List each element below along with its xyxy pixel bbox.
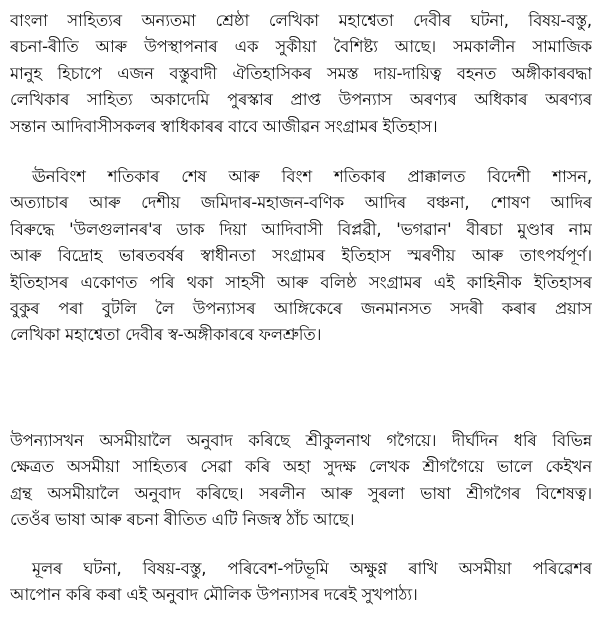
text-line: ৰচনা-ৰীতি আৰু উপস্থাপনাৰ এক সুকীয়া বৈশিষ্ট্য আছে। সমকালীন সামাজিক: [10, 37, 592, 57]
text-line: আৰু বিদ্ৰোহ ভাৰতবৰ্ষৰ স্বাধীনতা সংগ্ৰামৰ ইতিহাস স্মৰণীয় আৰু তাৎপৰ্যপূৰ্ণ।: [10, 246, 592, 266]
text-line: মূলৰ ঘটনা, বিষয়-বস্তু, পৰিবেশ-পটভূমি অক্ষুণ্ণ ৰাখি অসমীয়া পৰিৱেশৰ: [32, 559, 592, 578]
text-line: ইতিহাসৰ একোণত পৰি থকা সাহসী আৰু বলিষ্ঠ সংগ্ৰামৰ এই কাহিনীক ইতিহাসৰ: [10, 272, 592, 292]
text-line: ঊনবিংশ শতিকাৰ শেষ আৰু বিংশ শতিকাৰ প্ৰাক্কালত বিদেশী শাসন,: [32, 167, 592, 186]
text-line: বুকুৰ পৰা বুটলি লৈ উপন্যাসৰ আঙ্গিকেৰে জনমানসত সদৰী কৰাৰ প্ৰয়াস: [10, 298, 592, 318]
paragraph-2: [10, 164, 592, 349]
text-line: বিৰুদ্ধে 'উলগুলানৰ'ৰ ডাক দিয়া আদিবাসী বিপ্লৱী, 'ভগৱান' বীৰচা মুণ্ডাৰ নাম: [10, 219, 592, 239]
text-line: উপন্যাসখন অসমীয়ালৈ অনুবাদ কৰিছে শ্ৰীকুলনাথ গগৈয়ে। দীৰ্ঘদিন ধৰি বিভিন্ন: [10, 431, 592, 450]
text-line: গ্ৰন্থ অসমীয়ালৈ অনুবাদ কৰিছে। সৰলীন আৰু সুৰলা ভাষা শ্ৰীগগৈৰ বিশেষত্ব।: [10, 483, 592, 503]
paragraph-4: [10, 556, 592, 609]
paragraph-1: [10, 8, 592, 140]
text-line: লেখিকাৰ সাহিত্য অকাদেমি পুৰস্কাৰ প্ৰাপ্ত উপন্যাস অৰণ্যৰ অধিকাৰ অৰণ্যৰ: [10, 90, 592, 110]
text-line: তেওঁৰ ভাষা আৰু ৰচনা ৰীতিত এটি নিজস্ব ঠাঁচ আছে।: [10, 510, 355, 530]
text-line: লেখিকা মহাশ্বেতা দেবীৰ স্ব-অঙ্গীকাৰৰে ফলশ্ৰুতি।: [10, 325, 322, 345]
text-line: আপোন কৰি কৰা এই অনুবাদ মৌলিক উপন্যাসৰ দৰেই সুখপাঠ্য।: [10, 585, 418, 605]
text-line: অত্যাচাৰ আৰু দেশীয় জমিদাৰ-মহাজন-বণিক আদিৰ বঞ্চনা, শোষণ আদিৰ: [10, 193, 592, 213]
text-line: ক্ষেত্ৰত অসমীয়া সাহিত্যৰ সেৱা কৰি অহা সুদক্ষ লেখক শ্ৰীগগৈয়ে ভালে কেইখন: [10, 457, 592, 477]
paragraph-3: [10, 428, 592, 534]
text-line: মানুহ হিচাপে এজন বস্তুবাদী ঐতিহাসিকৰ সমস্ত দায়-দায়িত্ব বহনত অঙ্গীকাৰবদ্ধা: [10, 63, 592, 83]
text-line: সন্তান আদিবাসীসকলৰ স্বাধিকাৰৰ বাবে আজীৱন সংগ্ৰামৰ ইতিহাস।: [10, 116, 438, 136]
text-line: বাংলা সাহিত্যৰ অন্যতমা শ্ৰেষ্ঠা লেখিকা মহাশ্বেতা দেবীৰ ঘটনা, বিষয়-বস্তু,: [10, 11, 592, 30]
